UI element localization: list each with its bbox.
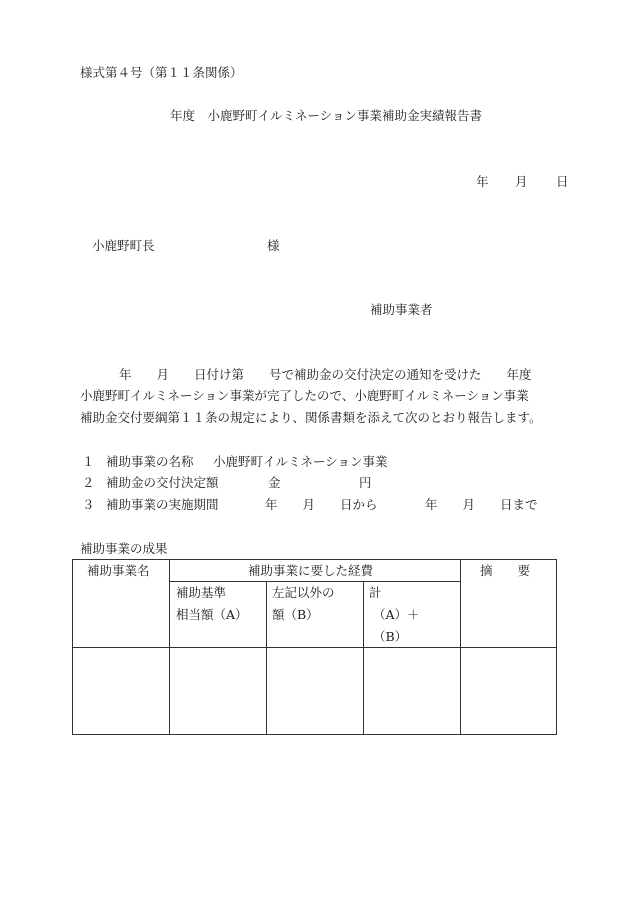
- blank-cell-project-name[interactable]: [73, 648, 169, 734]
- body-text-line-1: 年 月 日付け第 号で補助金の交付決定の通知を受けた 年度: [119, 367, 532, 382]
- item-label-project-name: 補助事業の名称: [106, 454, 194, 469]
- results-heading: 補助事業の成果: [80, 541, 168, 556]
- body-text-line-3: 補助金交付要綱第１１条の規定により、関係書類を添えて次のとおり報告します。: [80, 410, 542, 425]
- addressee-honorific: 様: [267, 238, 280, 253]
- column-header-total-line-1: 計: [369, 585, 382, 600]
- column-header-b-line-1: 左記以外の: [272, 585, 335, 600]
- item-number: ３: [82, 497, 95, 512]
- item-label-period: 補助事業の実施期間: [106, 497, 219, 512]
- table-border-bottom: [72, 734, 557, 735]
- date-month-label: 月: [515, 174, 528, 189]
- table-border-cost-subheader: [169, 581, 460, 582]
- item-number: １: [82, 454, 95, 469]
- date-year-label: 年: [476, 174, 489, 189]
- blank-cell-remarks[interactable]: [461, 648, 556, 734]
- addressee-name: 小鹿野町長: [92, 238, 155, 253]
- blank-cell-amount-b[interactable]: [267, 648, 363, 734]
- grant-amount-prefix: 金: [268, 475, 281, 490]
- document-title: 年度 小鹿野町イルミネーション事業補助金実績報告書: [170, 108, 483, 123]
- period-end: 年 月 日まで: [425, 497, 538, 512]
- blank-cell-total[interactable]: [364, 648, 460, 734]
- body-text-line-2: 小鹿野町イルミネーション事業が完了したので、小鹿野町イルミネーション事業: [80, 388, 529, 403]
- form-number-label: 様式第４号（第１１条関係）: [80, 65, 243, 80]
- grant-amount-currency: 円: [359, 475, 372, 490]
- column-header-cost-group: 補助事業に要した経費: [248, 563, 374, 578]
- column-header-a-line-1: 補助基準: [176, 585, 227, 600]
- column-header-a-line-2: 相当額（A）: [176, 607, 248, 622]
- column-header-total-line-2: （A）＋: [373, 607, 420, 622]
- period-start: 年 月 日から: [265, 497, 378, 512]
- column-header-b-line-2: 額（B）: [272, 607, 319, 622]
- item-value-project-name: 小鹿野町イルミネーション事業: [213, 454, 388, 469]
- item-number: ２: [82, 475, 95, 490]
- item-label-grant-amount: 補助金の交付決定額: [106, 475, 219, 490]
- date-day-label: 日: [556, 174, 569, 189]
- table-border-top: [72, 559, 557, 560]
- column-header-total-line-3: （B）: [373, 629, 408, 644]
- table-border-right: [556, 559, 557, 735]
- column-header-project-name: 補助事業名: [87, 563, 150, 578]
- blank-cell-amount-a[interactable]: [170, 648, 266, 734]
- applicant-label: 補助事業者: [370, 302, 433, 317]
- column-header-remarks: 摘 要: [480, 563, 531, 578]
